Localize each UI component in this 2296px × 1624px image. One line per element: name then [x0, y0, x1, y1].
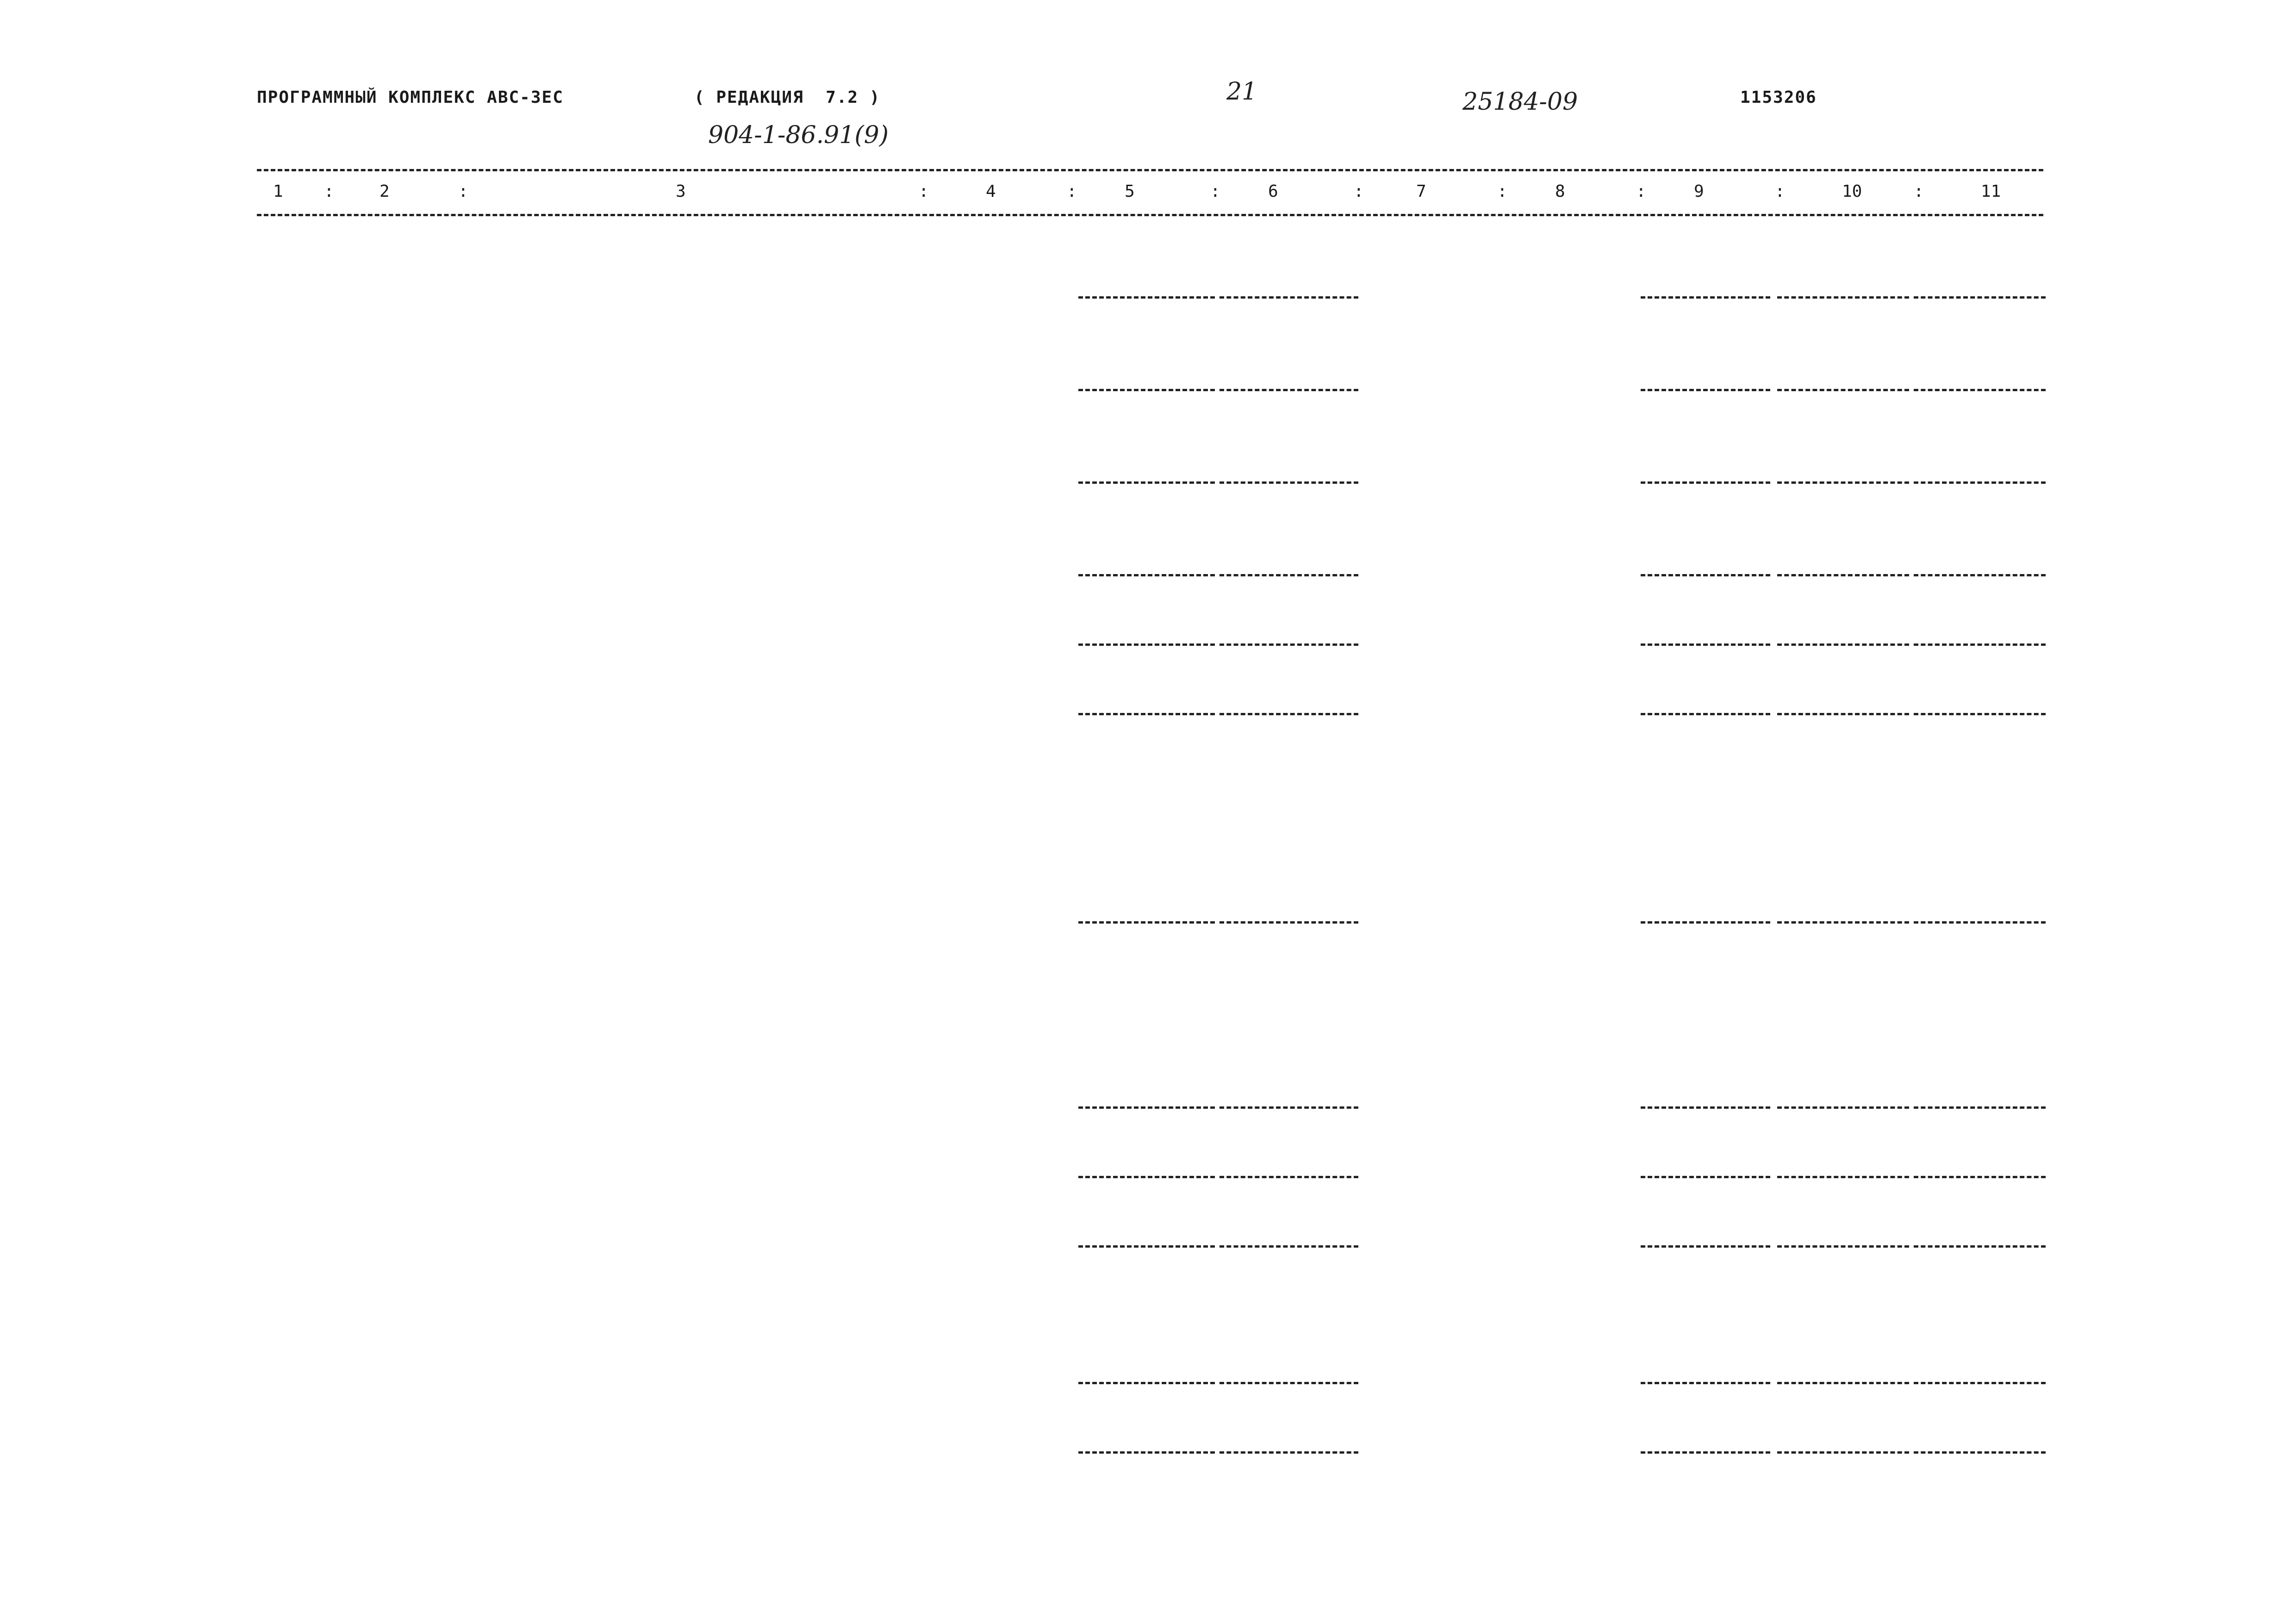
column-separator: : [1914, 182, 1924, 201]
row-value-rule [1220, 1176, 1358, 1178]
row-value-rule [1914, 1106, 2046, 1109]
row-value-rule [1078, 296, 1215, 299]
row-value-rule [1078, 574, 1215, 576]
row-value-rule [1914, 1245, 2046, 1248]
row-value-rule [1914, 481, 2046, 484]
row-value-rule [1914, 643, 2046, 646]
row-value-rule [1777, 574, 1909, 576]
row-value-rule [1220, 1245, 1358, 1248]
row-value-rule [1078, 1106, 1215, 1109]
row-value-rule [1078, 481, 1215, 484]
row-value-rule [1641, 1106, 1770, 1109]
row-value-rule [1220, 574, 1358, 576]
row-value-rule [1078, 1176, 1215, 1178]
row-value-rule [1914, 296, 2046, 299]
row-value-rule [1220, 481, 1358, 484]
row-value-rule [1914, 574, 2046, 576]
row-value-rule [1777, 921, 1909, 924]
column-number: 1 [273, 182, 283, 201]
document-code: 25184-09 [1462, 88, 1578, 116]
row-value-rule [1078, 1382, 1215, 1384]
column-separator: : [1067, 182, 1077, 201]
row-value-rule [1914, 1382, 2046, 1384]
row-value-rule [1914, 389, 2046, 391]
row-value-rule [1220, 389, 1358, 391]
row-value-rule [1914, 921, 2046, 924]
row-value-rule [1777, 1106, 1909, 1109]
row-value-rule [1220, 713, 1358, 715]
row-value-rule [1078, 713, 1215, 715]
row-value-rule [1220, 1106, 1358, 1109]
column-number: 8 [1555, 182, 1565, 201]
column-number: 7 [1416, 182, 1426, 201]
column-separator: : [1354, 182, 1364, 201]
row-value-rule [1777, 643, 1909, 646]
row-value-rule [1220, 296, 1358, 299]
row-value-rule [1777, 1382, 1909, 1384]
column-number: 4 [986, 182, 996, 201]
row-value-rule [1220, 1451, 1358, 1454]
column-separator: : [919, 182, 929, 201]
row-value-rule [1641, 1245, 1770, 1248]
row-value-rule [1641, 1382, 1770, 1384]
column-separator: : [1210, 182, 1220, 201]
row-value-rule [1641, 643, 1770, 646]
row-value-rule [1641, 1176, 1770, 1178]
row-value-rule [1777, 481, 1909, 484]
row-value-rule [1641, 481, 1770, 484]
row-value-rule [1777, 389, 1909, 391]
column-number: 2 [380, 182, 390, 201]
row-value-rule [1641, 389, 1770, 391]
row-value-rule [1914, 1176, 2046, 1178]
row-value-rule [1777, 1176, 1909, 1178]
row-value-rule [1777, 1451, 1909, 1454]
row-value-rule [1777, 296, 1909, 299]
column-number: 9 [1694, 182, 1704, 201]
row-value-rule [1914, 1451, 2046, 1454]
column-number: 10 [1842, 182, 1862, 201]
row-value-rule [1078, 1451, 1215, 1454]
row-value-rule [1078, 643, 1215, 646]
column-number: 5 [1125, 182, 1135, 201]
program-title: ПРОГРАММНЫЙ КОМПЛЕКС АВС-3ЕС [257, 88, 564, 107]
row-value-rule [1078, 389, 1215, 391]
project-code: 904-1-86.91(9) [708, 121, 889, 149]
archive-number: 1153206 [1740, 88, 1817, 107]
column-separator: : [458, 182, 468, 201]
row-value-rule [1641, 921, 1770, 924]
edition-label: ( РЕДАКЦИЯ 7.2 ) [694, 88, 881, 107]
row-value-rule [1641, 713, 1770, 715]
row-value-rule [1777, 713, 1909, 715]
row-value-rule [1220, 643, 1358, 646]
column-separator: : [324, 182, 334, 201]
column-separator: : [1636, 182, 1646, 201]
column-number: 3 [676, 182, 686, 201]
row-value-rule [1777, 1245, 1909, 1248]
header-rule-bottom [257, 214, 2043, 216]
column-separator: : [1775, 182, 1785, 201]
column-number: 11 [1981, 182, 2001, 201]
row-value-rule [1078, 1245, 1215, 1248]
row-value-rule [1078, 921, 1215, 924]
row-value-rule [1220, 921, 1358, 924]
row-value-rule [1641, 296, 1770, 299]
header-rule-top [257, 169, 2043, 171]
page-number: 21 [1226, 78, 1257, 106]
row-value-rule [1641, 574, 1770, 576]
row-value-rule [1641, 1451, 1770, 1454]
column-separator: : [1497, 182, 1507, 201]
row-value-rule [1914, 713, 2046, 715]
row-value-rule [1220, 1382, 1358, 1384]
column-number: 6 [1268, 182, 1278, 201]
